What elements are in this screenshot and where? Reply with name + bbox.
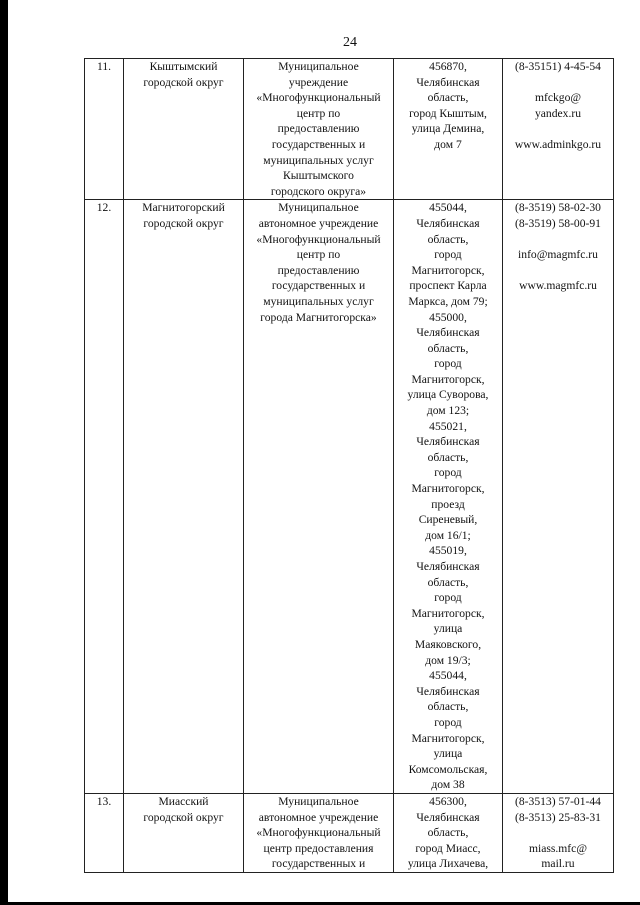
address-line: город Миасс, [415,841,481,855]
organization-line: автономное учреждение [258,810,379,824]
organization-line: предоставлению [277,263,360,277]
address-line: Магнитогорск, [411,263,485,277]
organization-line: центр предоставления [263,841,374,855]
contacts-cell [503,59,614,200]
address-line: область, [427,575,469,589]
address-line: улица Демина, [411,122,485,136]
table-row [85,200,614,794]
address-line: улица [433,747,463,761]
mfc-registry-table [84,58,614,873]
organization-line: государственных и [271,857,366,871]
address-line: Сиреневый, [418,513,478,527]
address-line: 455044, [429,669,467,683]
phone-line: (8-3519) 58-00-91 [515,216,601,230]
address-line: дом 123; [426,404,470,418]
organization-line: муниципальных услуг [263,294,374,308]
district-line: Магнитогорский [142,201,225,215]
address-line: улица [433,622,463,636]
scan-edge-left [0,0,8,905]
organization-line: Муниципальное [278,60,359,73]
phone-line: (8-3513) 57-01-44 [515,794,601,808]
spacer [505,263,611,279]
address-line: город [434,248,462,262]
address-line: дом 16/1; [425,528,471,542]
address-line: проспект Карла [409,279,487,293]
row-number: 12. [85,200,124,794]
address-line: 455021, [429,419,467,433]
email-line: miass.mfc@ [528,841,587,855]
organization-line: государственных и [271,279,366,293]
address-line: Магнитогорск, [411,731,485,745]
address-line: город Кыштым, [409,106,487,120]
email-line: mfckgo@ [534,91,582,105]
table-row [85,59,614,200]
spacer [505,75,611,91]
address-line: 456870, [429,60,467,73]
organization-line: «Многофункциональный [256,232,381,246]
organization-line: учреждение [288,75,349,89]
organization-cell [244,59,394,200]
address-line: город [434,357,462,371]
email-line: info@magmfc.ru [518,248,598,262]
organization-line: городского округа» [270,184,367,198]
district-cell [124,200,244,794]
district-line: Миасский [158,794,209,808]
address-line: область, [427,450,469,464]
row-number: 11. [85,59,124,200]
organization-line: «Многофункциональный [256,826,381,840]
address-line: город [434,715,462,729]
address-line: Маяковского, [414,637,482,651]
address-line: Челябинская [416,435,480,449]
address-line: 456300, [429,794,467,808]
address-line: дом 38 [431,778,465,792]
spacer [505,825,611,841]
address-cell [394,200,503,794]
page-number: 24 [343,35,357,50]
organization-line: автономное учреждение [258,216,379,230]
address-line: 455019, [429,544,467,558]
registry-body [85,59,614,873]
district-line: городской округ [143,216,224,230]
address-line: улица Суворова, [407,388,489,402]
phone-line: (8-3519) 58-02-30 [515,201,601,215]
district-cell [124,793,244,872]
address-line: улица Лихачева, [407,857,489,871]
address-line: Челябинская [416,326,480,340]
email-line: mail.ru [541,857,575,871]
address-line: Магнитогорск, [411,606,485,620]
district-cell [124,59,244,200]
address-line: Магнитогорск, [411,372,485,386]
address-line: Маркса, дом 79; [408,294,488,308]
address-line: дом 7 [434,137,462,151]
address-line: область, [427,700,469,714]
district-line: городской округ [143,810,224,824]
address-line: 455044, [429,201,467,215]
organization-line: Муниципальное [278,794,359,808]
address-line: дом 19/3; [425,653,471,667]
organization-line: центр по [296,106,341,120]
address-line: город [434,591,462,605]
address-line: Челябинская [416,560,480,573]
table-row [85,793,614,872]
address-line: проезд [431,497,465,511]
district-line: городской округ [143,75,224,89]
address-cell [394,59,503,200]
address-cell [394,793,503,872]
address-line: область, [427,341,469,355]
district-line: Кыштымский [149,60,218,73]
address-line: Челябинская [416,216,480,230]
organization-line: «Многофункциональный [256,91,381,105]
organization-cell [244,200,394,794]
address-line: область, [427,232,469,246]
address-line: Комсомольская, [408,762,488,776]
address-line: 455000, [429,310,467,324]
address-line: город [434,466,462,480]
address-line: Челябинская [416,75,480,89]
contacts-cell [503,793,614,872]
organization-line: города Магнитогорска» [260,310,377,324]
address-line: Челябинская [416,810,480,824]
address-line: Челябинская [416,684,480,698]
address-line: область, [427,826,469,840]
address-line: область, [427,91,469,105]
organization-cell [244,793,394,872]
website-line: www.magmfc.ru [519,279,597,293]
organization-line: государственных и [271,137,366,151]
organization-line: Кыштымского [283,169,354,183]
organization-line: муниципальных услуг [263,153,374,167]
contacts-cell [503,200,614,794]
spacer [505,121,611,137]
phone-line: (8-3513) 25-83-31 [515,810,601,824]
organization-line: центр по [296,248,341,262]
row-number: 13. [85,793,124,872]
email-line: yandex.ru [534,106,582,120]
organization-line: Муниципальное [278,201,359,215]
spacer [505,232,611,248]
address-line: Магнитогорск, [411,482,485,496]
phone-line: (8-35151) 4-45-54 [515,60,601,73]
organization-line: предоставлению [277,122,360,136]
website-line: www.adminkgo.ru [514,137,602,151]
